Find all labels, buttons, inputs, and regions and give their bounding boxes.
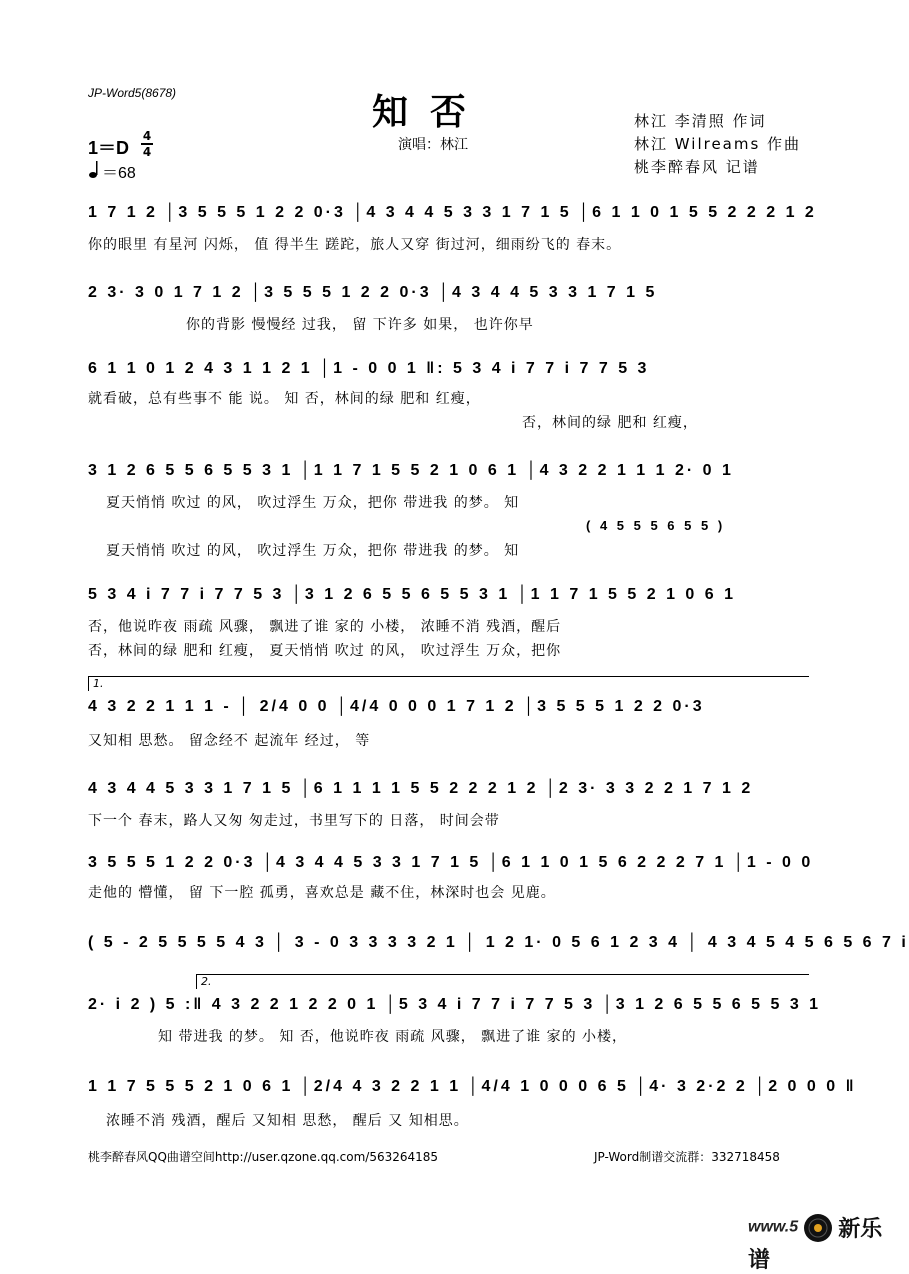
music-line-9: ( 5 - 2 5 5 5 5 4 3 │ 3 - 0 3 3 3 3 2 1 │ 1 2 1· 0 5 6 1 2 3 4 │ 4 3 4 5 4 5 6 5 6 7 i bbox=[88, 934, 909, 951]
watermark-url: www.5 bbox=[748, 1218, 799, 1236]
credit-composer: 林江 Wilreams 作曲 bbox=[634, 135, 802, 153]
time-sig-bottom: 4 bbox=[142, 145, 152, 159]
vinyl-record-icon bbox=[803, 1213, 833, 1243]
brand-logo bbox=[748, 1212, 888, 1274]
footer-source: 桃李醉春风QQ曲谱空间http://user.qzone.qq.com/563264185 bbox=[88, 1150, 439, 1164]
lyric-line-11: 浓睡不消 残酒，醒后 又知相 思愁， 醒后 又 知相思。 bbox=[106, 1113, 469, 1129]
key-signature: 1＝D bbox=[88, 138, 130, 158]
lyric-line-3a: 就看破，总有些事不 能 说。 知 否，林间的绿 肥和 红瘦， bbox=[88, 391, 481, 407]
lyric-line-3b: 否，林间的绿 肥和 红瘦， bbox=[522, 415, 698, 431]
music-line-11: 1 1 7 5 5 5 2 1 0 6 1 │2/4 4 3 2 2 1 1 │4/4 1 0 0 0 6 5 │4· 3 2·2 2 │2 0 0 0 ‖ bbox=[88, 1078, 857, 1095]
volta-2: 2. bbox=[196, 974, 809, 989]
lyric-line-4b: 夏天悄悄 吹过 的风， 吹过浮生 万众，把你 带进我 的梦。 知 bbox=[106, 543, 520, 559]
time-signature bbox=[141, 130, 153, 158]
lyric-line-10: 知 带进我 的梦。 知 否，他说昨夜 雨疏 风骤， 飘进了谁 家的 小楼， bbox=[158, 1029, 628, 1045]
music-line-7: 4 3 4 4 5 3 3 1 7 1 5 │6 1 1 1 1 5 5 2 2 2 1 2 │2 3· 3 3 2 2 1 7 1 2 bbox=[88, 780, 754, 797]
lyric-line-7: 下一个 春末，路人又匆 匆走过，书里写下的 日落， 时间会带 bbox=[88, 813, 500, 829]
lyric-line-6: 又知相 思愁。 留念经不 起流年 经过， 等 bbox=[88, 733, 371, 749]
music-line-6: 4 3 2 2 1 1 1 - │ 2/4 0 0 │4/4 0 0 0 1 7 1 2 │3 5 5 5 1 2 2 0·3 bbox=[88, 698, 705, 715]
lyric-line-4a: 夏天悄悄 吹过 的风， 吹过浮生 万众，把你 带进我 的梦。 知 bbox=[106, 495, 520, 511]
music-line-10: 2· i 2 ) 5 :‖ 4 3 2 2 1 2 2 0 1 │5 3 4 i 7 7 i 7 7 5 3 │3 1 2 6 5 5 6 5 5 3 1 bbox=[88, 996, 822, 1013]
lyric-line-5b: 否，林间的绿 肥和 红瘦， 夏天悄悄 吹过 的风， 吹过浮生 万众，把你 bbox=[88, 643, 562, 659]
lyric-line-5a: 否，他说昨夜 雨疏 风骤， 飘进了谁 家的 小楼， 浓睡不消 残酒，醒后 bbox=[88, 619, 562, 635]
volta-1: 1. bbox=[88, 676, 809, 691]
music-line-8: 3 5 5 5 1 2 2 0·3 │4 3 4 4 5 3 3 1 7 1 5 │6 1 1 0 1 5 6 2 2 2 7 1 │1 - 0 0 bbox=[88, 854, 814, 871]
footer-group: JP-Word制谱交流群：332718458 bbox=[594, 1150, 780, 1164]
singer-label: 演唱：林江 bbox=[398, 137, 468, 153]
music-line-4-alt: ( 4 5 5 5 6 5 5 ) bbox=[586, 518, 726, 533]
music-line-2: 2 3· 3 0 1 7 1 2 │3 5 5 5 1 2 2 0·3 │4 3 4 4 5 3 3 1 7 1 5 bbox=[88, 284, 658, 301]
credit-lyricist: 林江 李清照 作词 bbox=[634, 112, 767, 130]
lyric-line-8: 走他的 懵懂， 留 下一腔 孤勇，喜欢总是 藏不住，林深时也会 见鹿。 bbox=[88, 885, 556, 901]
music-line-4: 3 1 2 6 5 5 6 5 5 3 1 │1 1 7 1 5 5 2 1 0 6 1 │4 3 2 2 1 1 1 2· 0 1 bbox=[88, 462, 734, 479]
song-title: 知否 bbox=[372, 91, 489, 133]
music-line-5: 5 3 4 i 7 7 i 7 7 5 3 │3 1 2 6 5 5 6 5 5 3 1 │1 1 7 1 5 5 2 1 0 6 1 bbox=[88, 586, 736, 603]
tempo-marking: ＝68 bbox=[102, 165, 136, 182]
software-label: JP-Word5(8678) bbox=[88, 86, 177, 100]
music-line-3: 6 1 1 0 1 2 4 3 1 1 2 1 │1 - 0 0 1 ‖: 5 3 4 i 7 7 i 7 7 5 3 bbox=[88, 360, 650, 377]
lyric-line-1: 你的眼里 有星河 闪烁， 值 得半生 蹉跎，旅人又穿 街过河，细雨纷飞的 春末。 bbox=[88, 237, 622, 253]
credit-transcriber: 桃李醉春风 记谱 bbox=[634, 158, 760, 176]
music-line-1: 1 7 1 2 │3 5 5 5 1 2 2 0·3 │4 3 4 4 5 3 3 1 7 1 5 │6 1 1 0 1 5 5 2 2 2 1 2 bbox=[88, 204, 817, 221]
brand-name: 新乐谱 bbox=[748, 1217, 883, 1273]
lyric-line-2: 你的背影 慢慢经 过我， 留 下许多 如果， 也许你早 bbox=[186, 317, 534, 333]
time-sig-top: 4 bbox=[142, 129, 152, 143]
